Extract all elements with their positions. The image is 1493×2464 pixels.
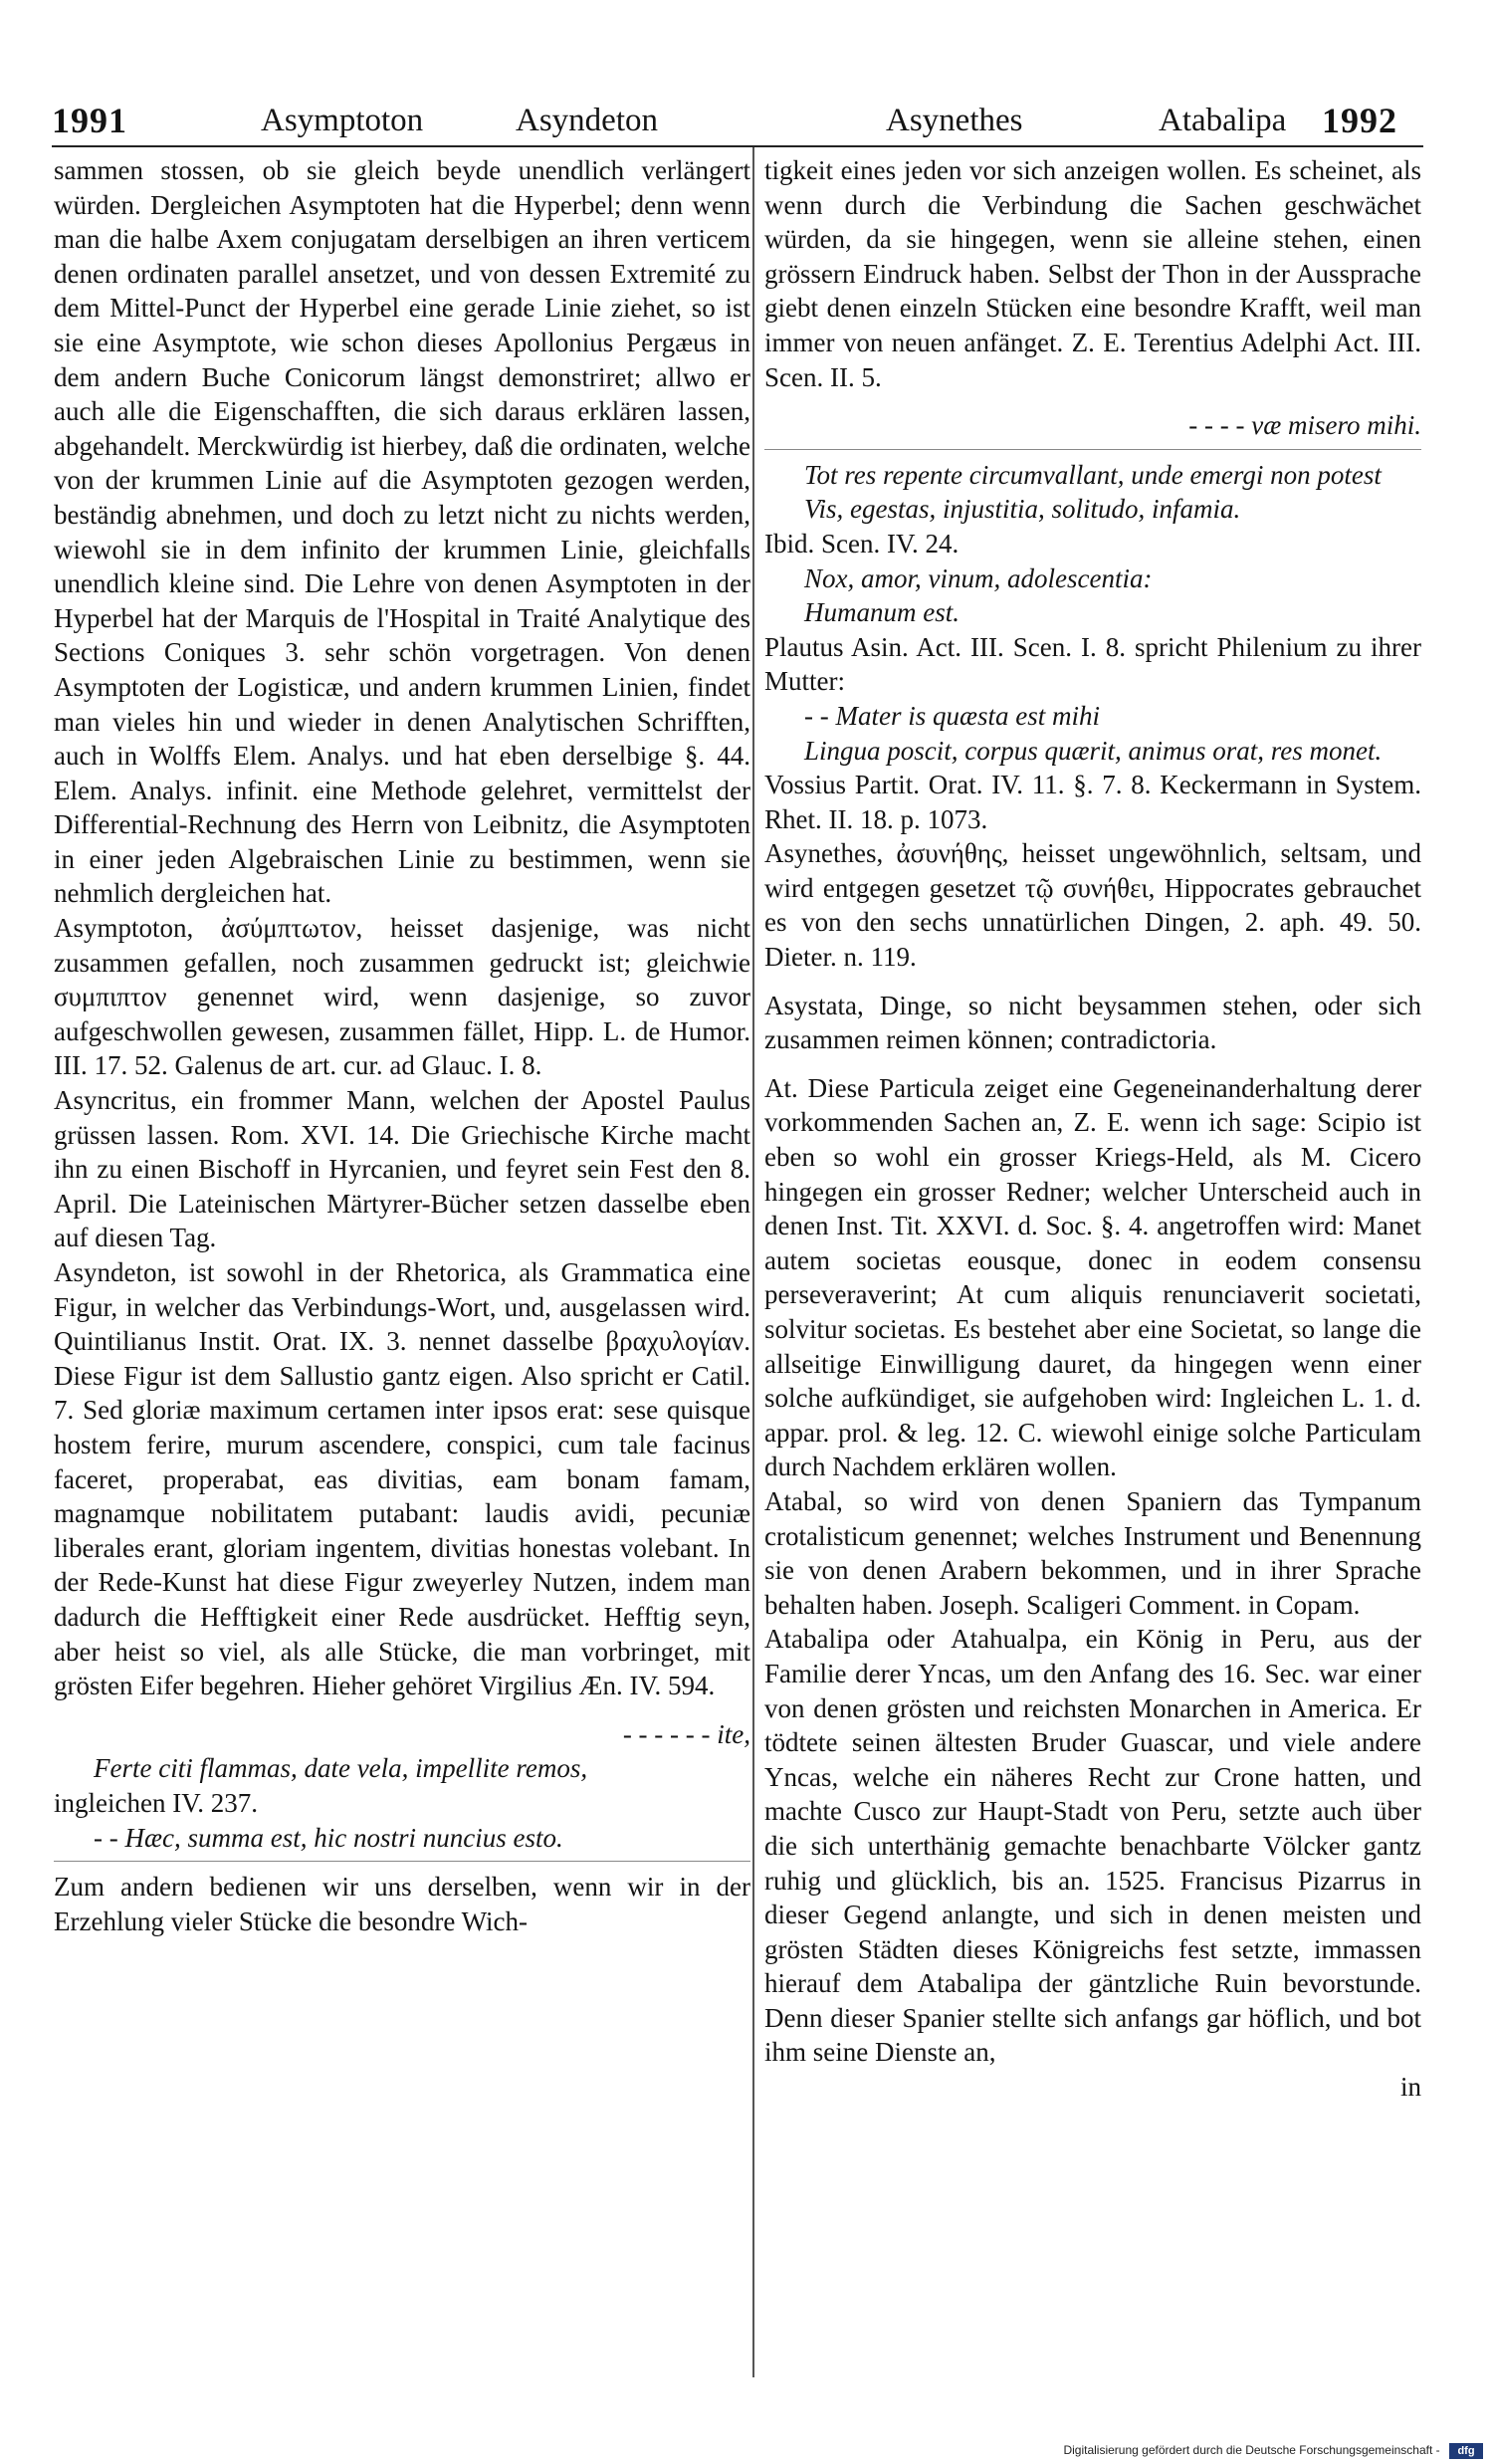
quote-terence-line-3: Vis, egestas, injustitia, solitudo, infamia. (804, 494, 1241, 525)
quote-terence-2-line-1: Nox, amor, vinum, adolescentia: (804, 562, 1153, 593)
footer-credit: Digitalisierung gefördert durch die Deutsche Forschungsgemeinschaft - (1063, 2443, 1440, 2457)
quote-plautus-line-1: - - Mater is quæsta est mihi (804, 700, 1100, 731)
quote-terence-2-line-2: Humanum est. (804, 597, 960, 628)
quote-plautus-line-2: Lingua poscit, corpus quærit, animus orat, res monet. (804, 735, 1383, 766)
digitization-footer (0, 2439, 1483, 2461)
entry-asymptoton: Asymptoton, ἀσύμπτωτον, heisset dasjenige, was nicht zusammen gefallen, noch zusammen gedruckt ist; gleichwie συμπιπτον genennet wird, wenn dasjenige, so zuvor aufgeschwollen gewesen, zusammen fället, Hipp. L. de Humor. III. 17. 52. Galenus de art. cur. ad Glauc. I. 8. (54, 913, 750, 1081)
header-rule (52, 145, 1423, 147)
header-keyword-3: Asynethes (886, 103, 1023, 138)
entry-asystata: Asystata, Dinge, so nicht beysammen stehen, oder sich zusammen reimen können; contradictoria. (764, 990, 1421, 1055)
entry-asynethes: Asynethes, ἀσυνήθης, heisset ungewöhnlich, seltsam, und wird entgegen gesetzet τῷ συνήθει, Hippocrates gebrauchet es von den sechs unnatürlichen Dingen, 2. aph. 49. 50. Dieter. n. 119. (764, 838, 1421, 973)
entry-asyndeton: Asyndeton, ist sowohl in der Rhetorica, als Grammatica eine Figur, in welcher das Verbindungs-Wort, und, ausgelassen wird. Quintilianus Instit. Orat. IX. 3. nennet dasselbe βραχυλογίαν. Diese Figur ist dem Sallustio gantz eigen. Also spricht er Catil. 7. Sed gloriæ maximum certamen inter ipsos erat: sese quisque hostem ferire, murum ascendere, conspici, cum tale facinus faceret, properabat, eas divitias, eam bonam famam, magnamque nobilitatem putabant: laudis avidi, pecuniæ liberales erant, gloriam ingentem, divitias honestas volebant. In der Rede-Kunst hat diese Figur zweyerley Nutzen, indem man dadurch die Hefftigkeit einer Rede ausdrücket. Hefftig seyn, aber heist so viel, als alle Stücke, die man vorbringet, mit grösten Eifer begehren. Hieher gehöret Virgilius Æn. IV. 594. (54, 1257, 750, 1701)
header-keyword-2: Asyndeton (516, 103, 658, 138)
reference-ingleichen: ingleichen IV. 237. (54, 1787, 258, 1818)
entry-atabalipa: Atabalipa oder Atahualpa, ein König in Peru, aus der Familie derer Yncas, um den Anfang des 16. Sec. war einer von denen grösten und reichsten Monarchen in America. Er tödtete seinen ältesten Bruder Guascar, und viele andere Yncas, welche ein näheres Recht zur Crone hatten, und machte Cusco zur Haupt-Stadt von Peru, setzte auch über die sich unterthänig gemachte benachbarte Völcker gantz ruhig und glücklich, bis an. 1525. Francisus Pizarrus in dieser Gegend anlangte, und sich in denen meisten und grösten Städten dieses Königreichs fest setzte, immassen hierauf dem Atabalipa der gäntzliche Ruin bevorstunde. Denn dieser Spanier stellte sich anfangs gar höflich, und bot ihm seine Dienste an, (764, 1624, 1421, 2068)
quote-terence-line-2: Tot res repente circumvallant, unde emergi non potest (804, 459, 1382, 490)
reference-plautus: Plautus Asin. Act. III. Scen. I. 8. spricht Philenium zu ihrer Mutter: (764, 631, 1421, 697)
header-keyword-4: Atabalipa (1159, 103, 1287, 138)
entry-asyndeton-continuation: Zum andern bedienen wir uns derselben, wenn wir in der Erzehlung vieler Stücke die besondre Wich- (54, 1872, 750, 1936)
right-column (764, 153, 1421, 2105)
quote-virgil-line-1: - - - - - - ite, (622, 1718, 750, 1749)
header-keyword-1: Asymptoton (261, 103, 424, 138)
page-number-right: 1992 (1322, 101, 1397, 140)
catchword: in (1399, 2072, 1421, 2103)
running-header (52, 96, 1423, 145)
dfg-logo: dfg (1449, 2443, 1483, 2459)
quote-terence-line-1: - - - - væ misero mihi. (1188, 410, 1421, 441)
quote-virgil-2: - - Hæc, summa est, hic nostri nuncius esto. (94, 1822, 563, 1853)
left-column (54, 153, 750, 1938)
entry-atabal: Atabal, so wird von denen Spaniern das Tympanum crotalisticum genennet; welches Instrument und Benennung sie von denen Arabern bekommen, und in ihrer Sprache behalten haben. Joseph. Scaligeri Comment. in Copam. (764, 1485, 1421, 1620)
entry-asyncritus: Asyncritus, ein frommer Mann, welchen der Apostel Paulus grüssen lassen. Rom. XVI. 14. Die Griechische Kirche macht ihn zu einen Bischoff in Hyrcanien, und feyret sein Fest den 8. April. Die Lateinischen Märtyrer-Bücher setzen dasselbe eben auf diesen Tag. (54, 1085, 750, 1253)
reference-vossius: Vossius Partit. Orat. IV. 11. §. 7. 8. Keckermann in System. Rhet. II. 18. p. 1073. (764, 770, 1421, 834)
reference-ibid: Ibid. Scen. IV. 24. (764, 528, 960, 559)
page-number-left: 1991 (52, 101, 127, 140)
quote-rule (764, 449, 1421, 450)
entry-asymptote-continued: sammen stossen, ob sie gleich beyde unendlich verlängert würden. Dergleichen Asymptoten hat die Hyperbel; denn wenn man die halbe Axem conjugatam derselbigen an ihren verticem denen ordinaten parallel ansetzet, und von dessen Extremité zu dem Mittel-Punct der Hyperbel eine gerade Linie ziehet, so ist sie eine Asymptote, wie schon dieses Apollonius Pergæus in dem andern Buche Conicorum längst demonstriret; allwo er auch alle die Eigenschafften, die sich daraus erklären lassen, abgehandelt. Merckwürdig ist hierbey, daß die ordinaten, welche von der krummen Linie auf die Asymptoten gezogen werden, beständig abnehmen, und doch zu letzt nicht zu nichts werden, wiewohl sie in dem infinito der krummen Linie, gleichfalls unendlich kleine sind. Die Lehre von denen Asymptoten in der Hyperbel hat der Marquis de l'Hospital in Traité Analytique des Sections Coniques 3. sehr schön vorgetragen. Von denen Asymptoten der Logisticæ, und andern krummen Linien, findet man vieles hin und wieder in denen Analytischen Schrifften, auch in Wolffs Elem. Analys. und hat eben derselbige §. 44. Elem. Analys. infinit. eine Methode gelehret, vermittelst der Differential-Rechnung des Herrn von Leibnitz, die Asymptoten in einer jeden Algebraischen Linie zu bestimmen, wenn sie nehmlich dergleichen hat. (54, 155, 750, 909)
quote-virgil-line-2: Ferte citi flammas, date vela, impellite remos, (94, 1753, 588, 1784)
quote-rule (54, 1861, 750, 1862)
entry-at: At. Diese Particula zeiget eine Gegeneinanderhaltung derer vorkommenden Sachen an, Z. E. wenn ich sage: Scipio ist eben so wohl ein grosser Kriegs-Held, als M. Cicero hingegen ein grosser Redner; welcher Unterscheid auch in denen Inst. Tit. XXVI. d. Soc. §. 4. angetroffen wird: Manet autem societas eousque, donec in eodem consensu perseveraverint; At cum aliquis renunciaverit societati, solvitur societas. Es bestehet aber eine Societat, so lange die allseitige Einwilligung dauret, da hingegen wenn einer solche aufkündiget, sie aufgehoben wird: Ingleichen L. 1. d. appar. prol. & leg. 12. C. wiewohl einige solche Particulam durch Nachdem erklären wollen. (764, 1072, 1421, 1482)
column-divider (752, 147, 754, 2377)
entry-asyndeton-continued: tigkeit eines jeden vor sich anzeigen wollen. Es scheinet, als wenn durch die Verbindung die Sachen geschwächet würden, da sie hingegen, wenn sie alleine stehen, einen grössern Eindruck haben. Selbst der Thon in der Aussprache giebt denen einzeln Stücken eine besondre Krafft, weil man immer von neuen anfänget. Z. E. Terentius Adelphi Act. III. Scen. II. 5. (764, 155, 1421, 392)
